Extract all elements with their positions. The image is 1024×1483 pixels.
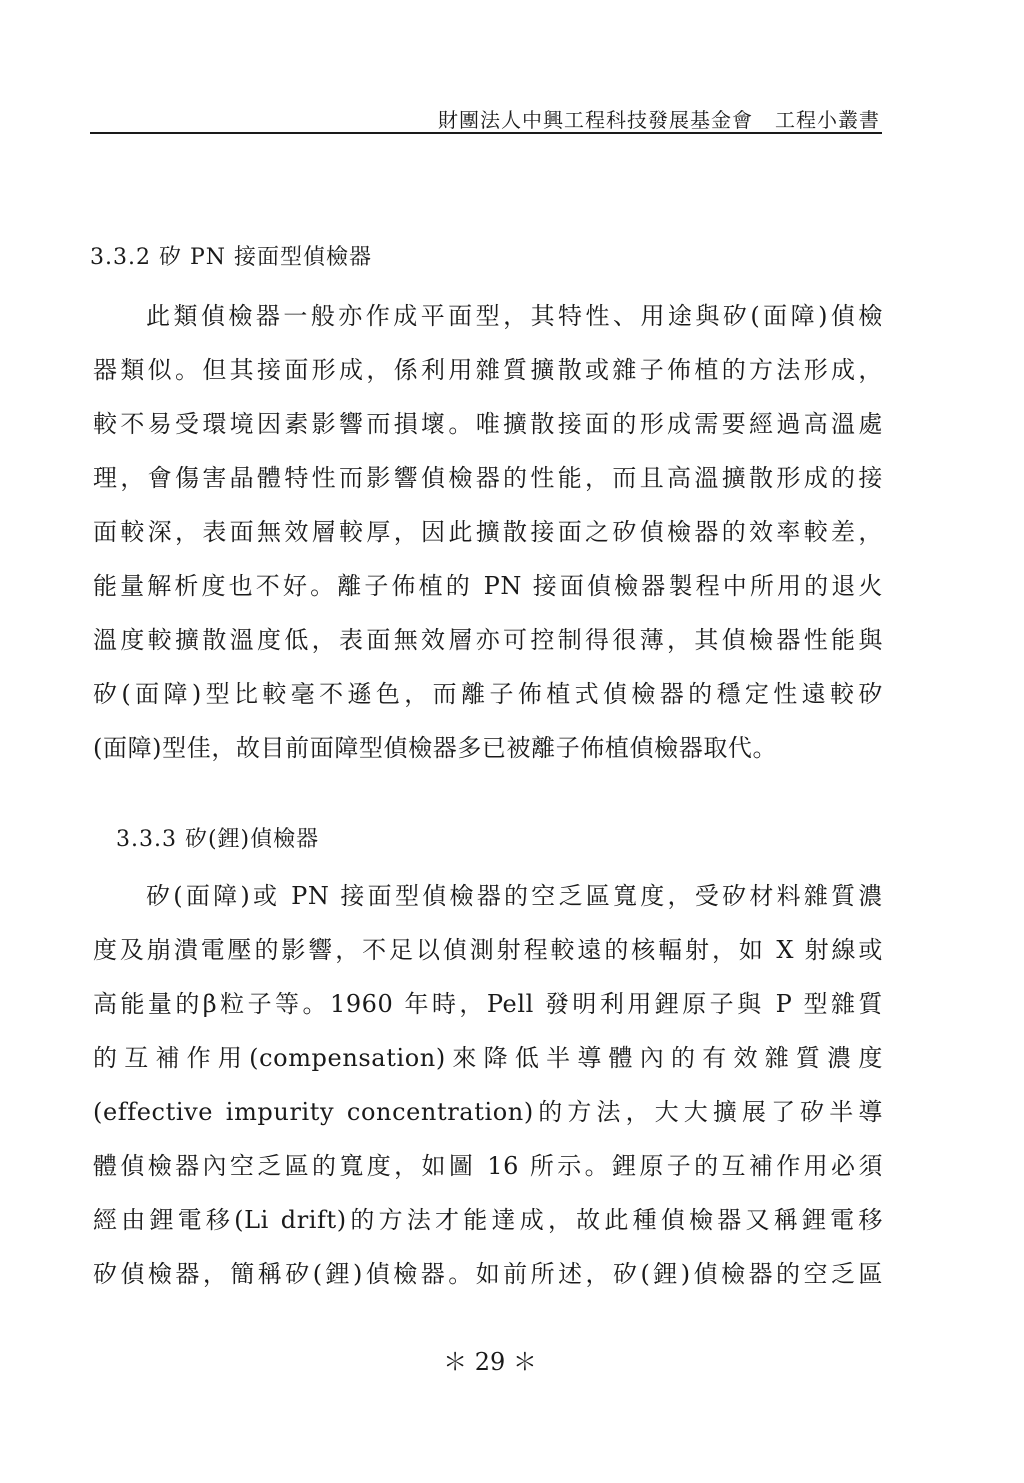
paragraph-line: 面較深，表面無效層較厚，因此擴散接面之矽偵檢器的效率較差， bbox=[93, 518, 883, 546]
section-heading-3-3-3: 3.3.3 矽(鋰)偵檢器 bbox=[116, 827, 320, 852]
paragraph-line: 矽偵檢器，簡稱矽(鋰)偵檢器。如前所述，矽(鋰)偵檢器的空乏區 bbox=[93, 1260, 883, 1288]
paragraph-line: 的互補作用(compensation)來降低半導體內的有效雜質濃度 bbox=[93, 1044, 883, 1072]
header-organization: 財團法人中興工程科技發展基金會 bbox=[438, 108, 753, 132]
paragraph-line: 較不易受環境因素影響而損壞。唯擴散接面的形成需要經過高溫處 bbox=[93, 410, 883, 438]
paragraph-line: 器類似。但其接面形成，係利用雜質擴散或雜子佈植的方法形成， bbox=[93, 356, 883, 384]
header-rule bbox=[90, 132, 882, 134]
paragraph-line: 度及崩潰電壓的影響，不足以偵測射程較遠的核輻射，如 X 射線或 bbox=[93, 936, 883, 964]
running-header bbox=[90, 104, 880, 130]
paragraph-line: (effective impurity concentration)的方法，大大擴展了矽半導 bbox=[93, 1098, 883, 1126]
paragraph-line: 能量解析度也不好。離子佈植的 PN 接面偵檢器製程中所用的退火 bbox=[93, 572, 883, 600]
paragraph-line: 矽(面障)型比較毫不遜色，而離子佈植式偵檢器的穩定性遠較矽 bbox=[93, 680, 883, 708]
paragraph-line: 矽(面障)或 PN 接面型偵檢器的空乏區寬度，受矽材料雜質濃 bbox=[146, 882, 883, 910]
header-series-title: 工程小叢書 bbox=[775, 108, 880, 132]
paragraph-line: 經由鋰電移(Li drift)的方法才能達成，故此種偵檢器又稱鋰電移 bbox=[93, 1206, 883, 1234]
paragraph-line: 溫度較擴散溫度低，表面無效層亦可控制得很薄，其偵檢器性能與 bbox=[93, 626, 883, 654]
paragraph-line: (面障)型佳，故目前面障型偵檢器多已被離子佈植偵檢器取代。 bbox=[93, 734, 778, 762]
page-number: ＊ 29 ＊ bbox=[443, 1348, 537, 1376]
paragraph-line: 體偵檢器內空乏區的寬度，如圖 16 所示。鋰原子的互補作用必須 bbox=[93, 1152, 883, 1180]
paragraph-line: 高能量的β粒子等。1960 年時，Pell 發明利用鋰原子與 P 型雜質 bbox=[93, 990, 883, 1018]
paragraph-line: 此類偵檢器一般亦作成平面型，其特性、用途與矽(面障)偵檢 bbox=[146, 302, 883, 330]
paragraph-line: 理，會傷害晶體特性而影響偵檢器的性能，而且高溫擴散形成的接 bbox=[93, 464, 883, 492]
section-heading-3-3-2: 3.3.2 矽 PN 接面型偵檢器 bbox=[90, 245, 373, 270]
